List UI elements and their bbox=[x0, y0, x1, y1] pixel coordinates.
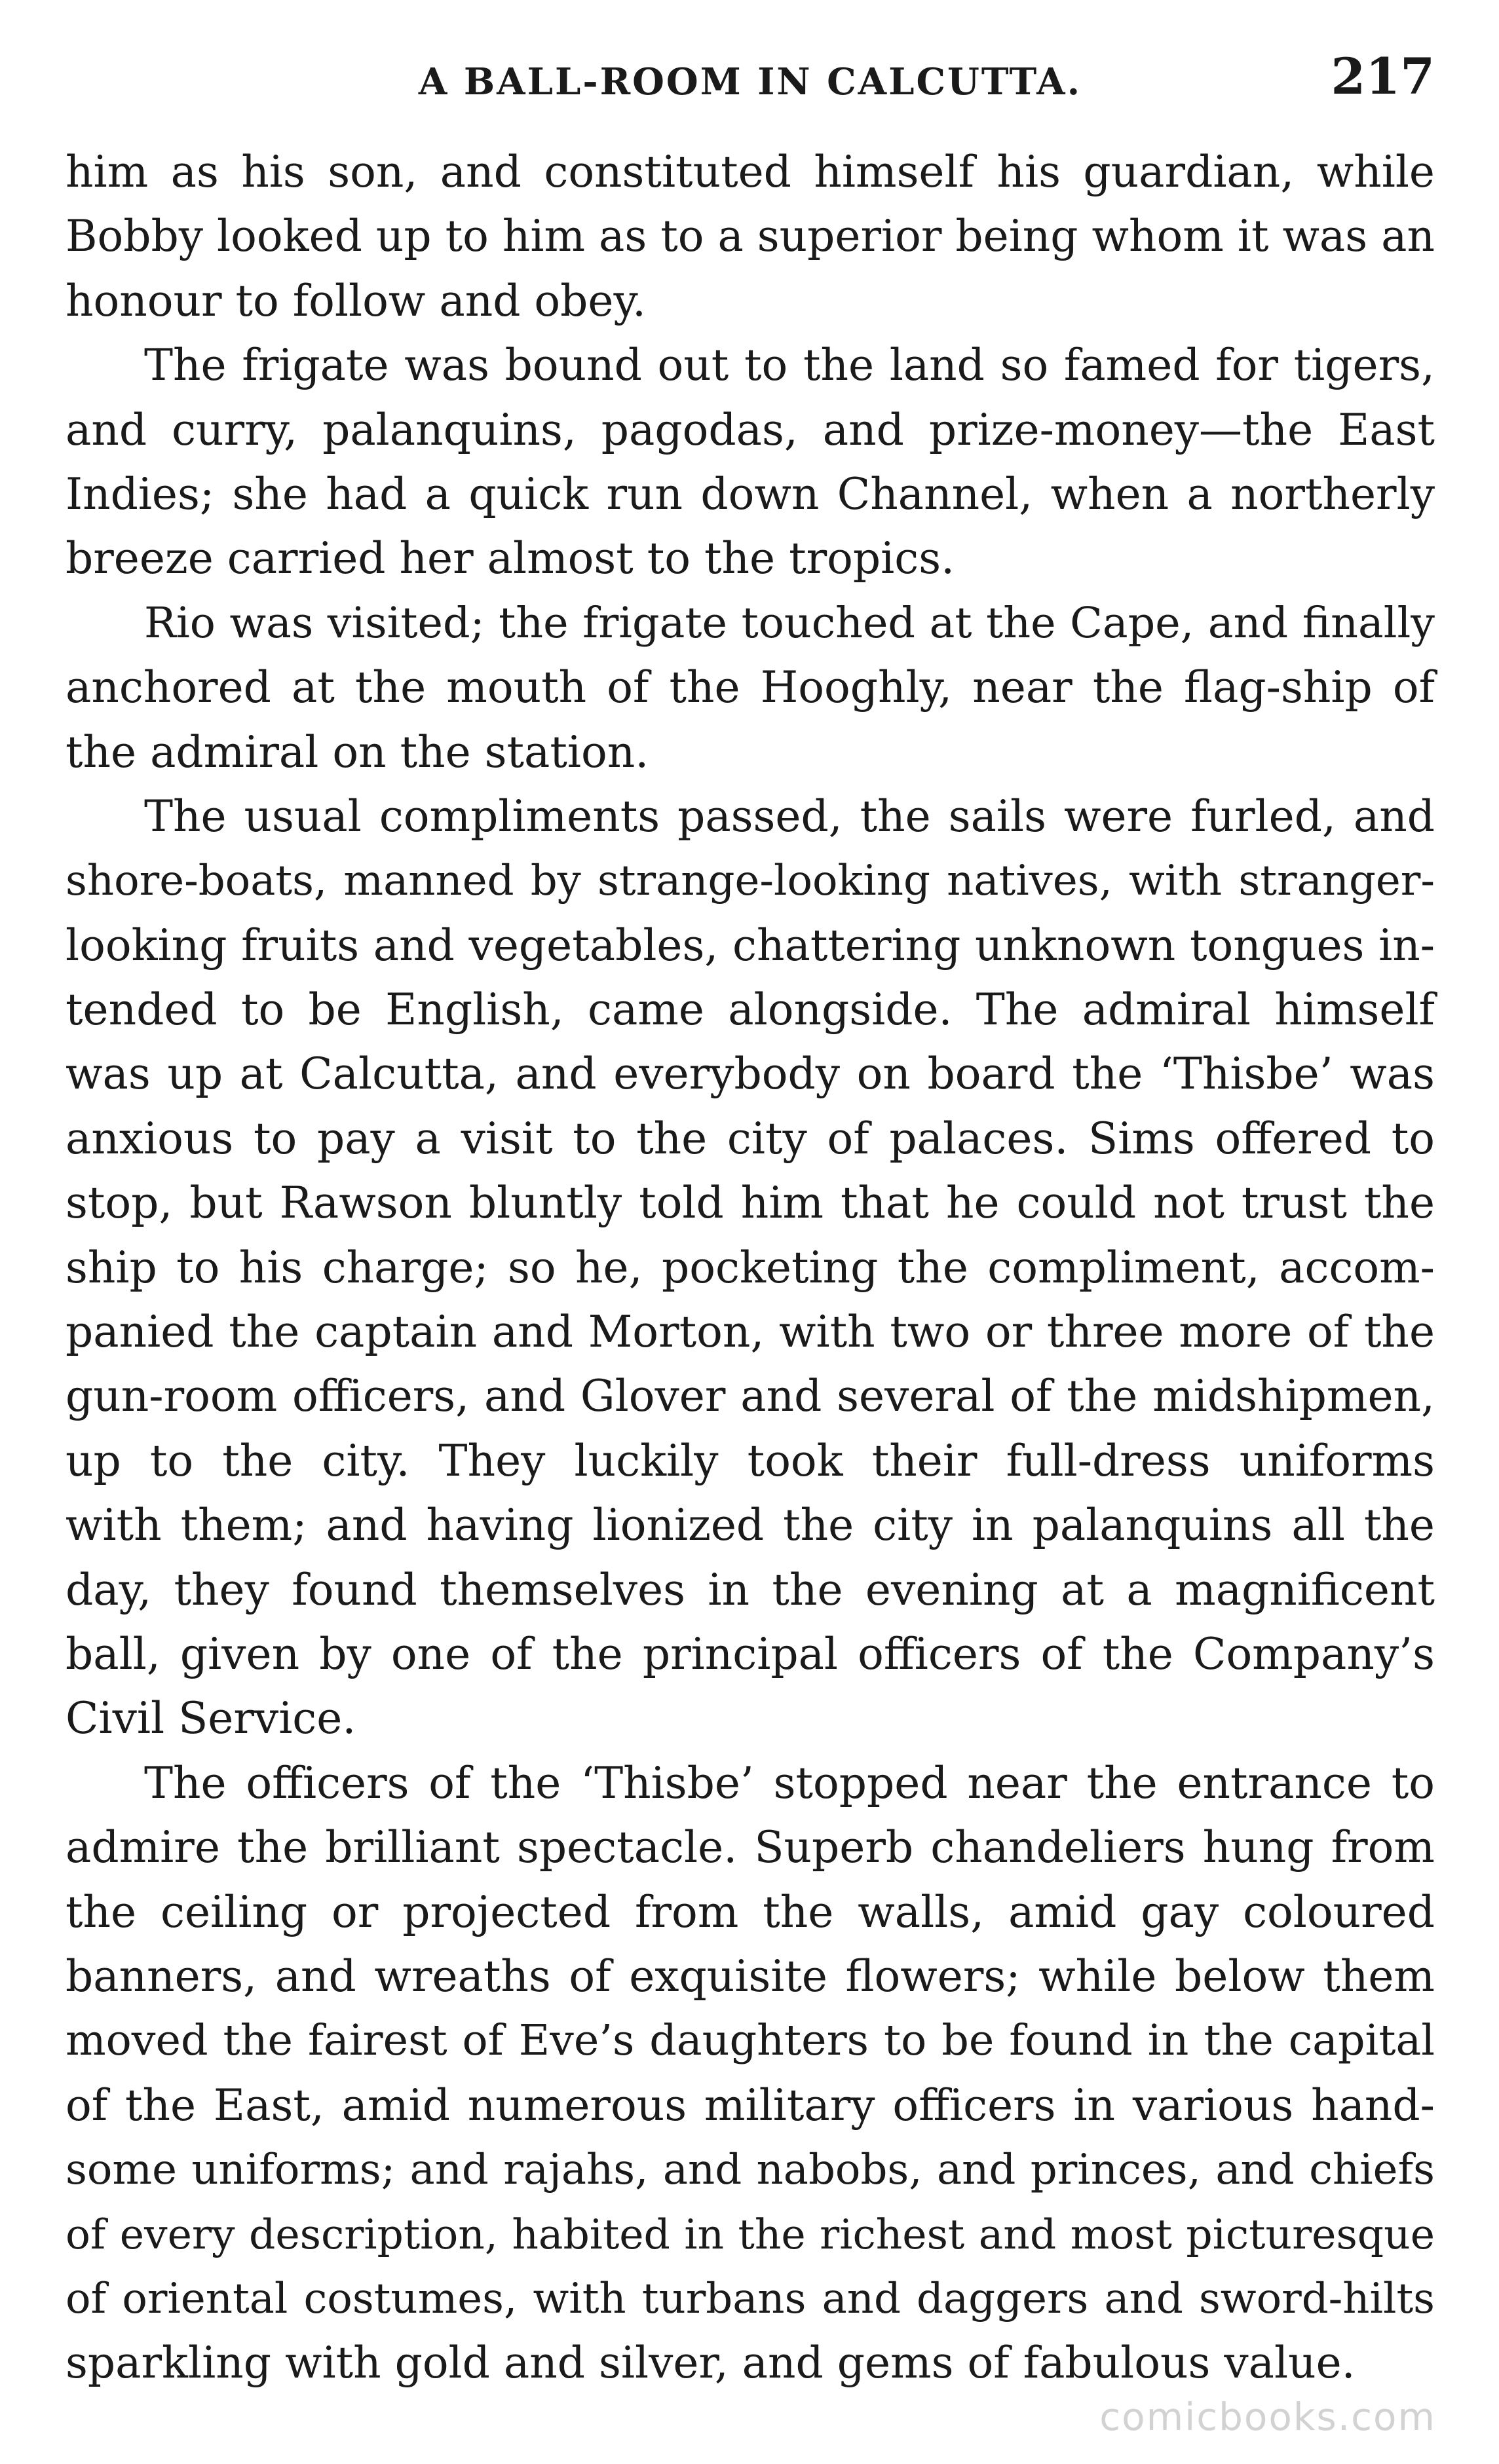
paragraph-first-line: The frigate was bound out to the land so famed for tigers, bbox=[144, 340, 1435, 391]
text-line: Bobby looked up to him as to a superior being whom it was an bbox=[66, 211, 1435, 262]
text-line: ship to his charge; so he, pocketing the compliment, accom- bbox=[66, 1242, 1435, 1293]
text-line: tended to be English, came alongside. The admiral himself bbox=[66, 984, 1435, 1036]
text-line: ball, given by one of the principal officers of the Company’s bbox=[66, 1628, 1435, 1679]
paragraph-first-line: Rio was visited; the frigate touched at the Cape, and finally bbox=[144, 598, 1435, 648]
text-line: honour to follow and obey. bbox=[66, 275, 646, 326]
body-text bbox=[66, 140, 1435, 2396]
text-line: anchored at the mouth of the Hooghly, near the flag-ship of bbox=[66, 662, 1435, 713]
text-line: shore-boats, manned by strange-looking natives, with stranger- bbox=[66, 857, 1435, 906]
running-head bbox=[66, 47, 1435, 119]
text-line: him as his son, and constituted himself his guardian, while bbox=[66, 147, 1435, 197]
text-line: up to the city. They luckily took their full-dress uniforms bbox=[66, 1435, 1435, 1486]
text-line: Civil Service. bbox=[66, 1693, 356, 1744]
text-line: of oriental costumes, with turbans and daggers and sword-hilts bbox=[66, 2274, 1435, 2323]
text-line: gun-room officers, and Glover and several of the midshipmen, bbox=[66, 1371, 1435, 1422]
text-line: sparkling with gold and silver, and gems of fabulous value. bbox=[66, 2338, 1356, 2389]
text-line: anxious to pay a visit to the city of palaces. Sims offered to bbox=[66, 1113, 1435, 1164]
text-line: of every description, habited in the richest and most picturesque bbox=[66, 2210, 1435, 2258]
paragraph-first-line: The officers of the ‘Thisbe’ stopped near the entrance to bbox=[144, 1757, 1435, 1808]
paragraph-first-line: The usual compliments passed, the sails were furled, and bbox=[144, 791, 1435, 842]
text-line: and curry, palanquins, pagodas, and prize-money—the East bbox=[66, 404, 1435, 455]
text-line: the admiral on the station. bbox=[66, 726, 649, 777]
text-line: with them; and having lionized the city in palanquins all the bbox=[66, 1500, 1435, 1551]
text-line: was up at Calcutta, and everybody on board the ‘Thisbe’ was bbox=[66, 1049, 1435, 1100]
text-line: the ceiling or projected from the walls, amid gay coloured bbox=[66, 1886, 1435, 1937]
page-number: 217 bbox=[1331, 47, 1435, 105]
text-line: some uniforms; and rajahs, and nabobs, and princes, and chiefs bbox=[66, 2146, 1435, 2195]
text-line: panied the captain and Morton, with two or three more of the bbox=[66, 1307, 1435, 1358]
watermark: comicbooks.com bbox=[1099, 2395, 1436, 2439]
text-line: banners, and wreaths of exquisite flowers; while below them bbox=[66, 1951, 1435, 2002]
text-line: admire the brilliant spectacle. Superb chandeliers hung from bbox=[66, 1822, 1435, 1873]
text-line: Indies; she had a quick run down Channel, when a northerly bbox=[66, 468, 1435, 519]
text-line: stop, but Rawson bluntly told him that he could not trust the bbox=[66, 1178, 1435, 1229]
text-line: of the East, amid numerous military officers in various hand- bbox=[66, 2080, 1435, 2131]
text-line: day, they found themselves in the evening at a magnificent bbox=[66, 1564, 1435, 1615]
text-line: moved the fairest of Eve’s daughters to be found in the capital bbox=[66, 2016, 1435, 2066]
text-line: breeze carried her almost to the tropics. bbox=[66, 533, 955, 584]
text-line: looking fruits and vegetables, chattering unknown tongues in- bbox=[66, 920, 1435, 971]
running-title: A BALL-ROOM IN CALCUTTA. bbox=[418, 60, 1082, 103]
